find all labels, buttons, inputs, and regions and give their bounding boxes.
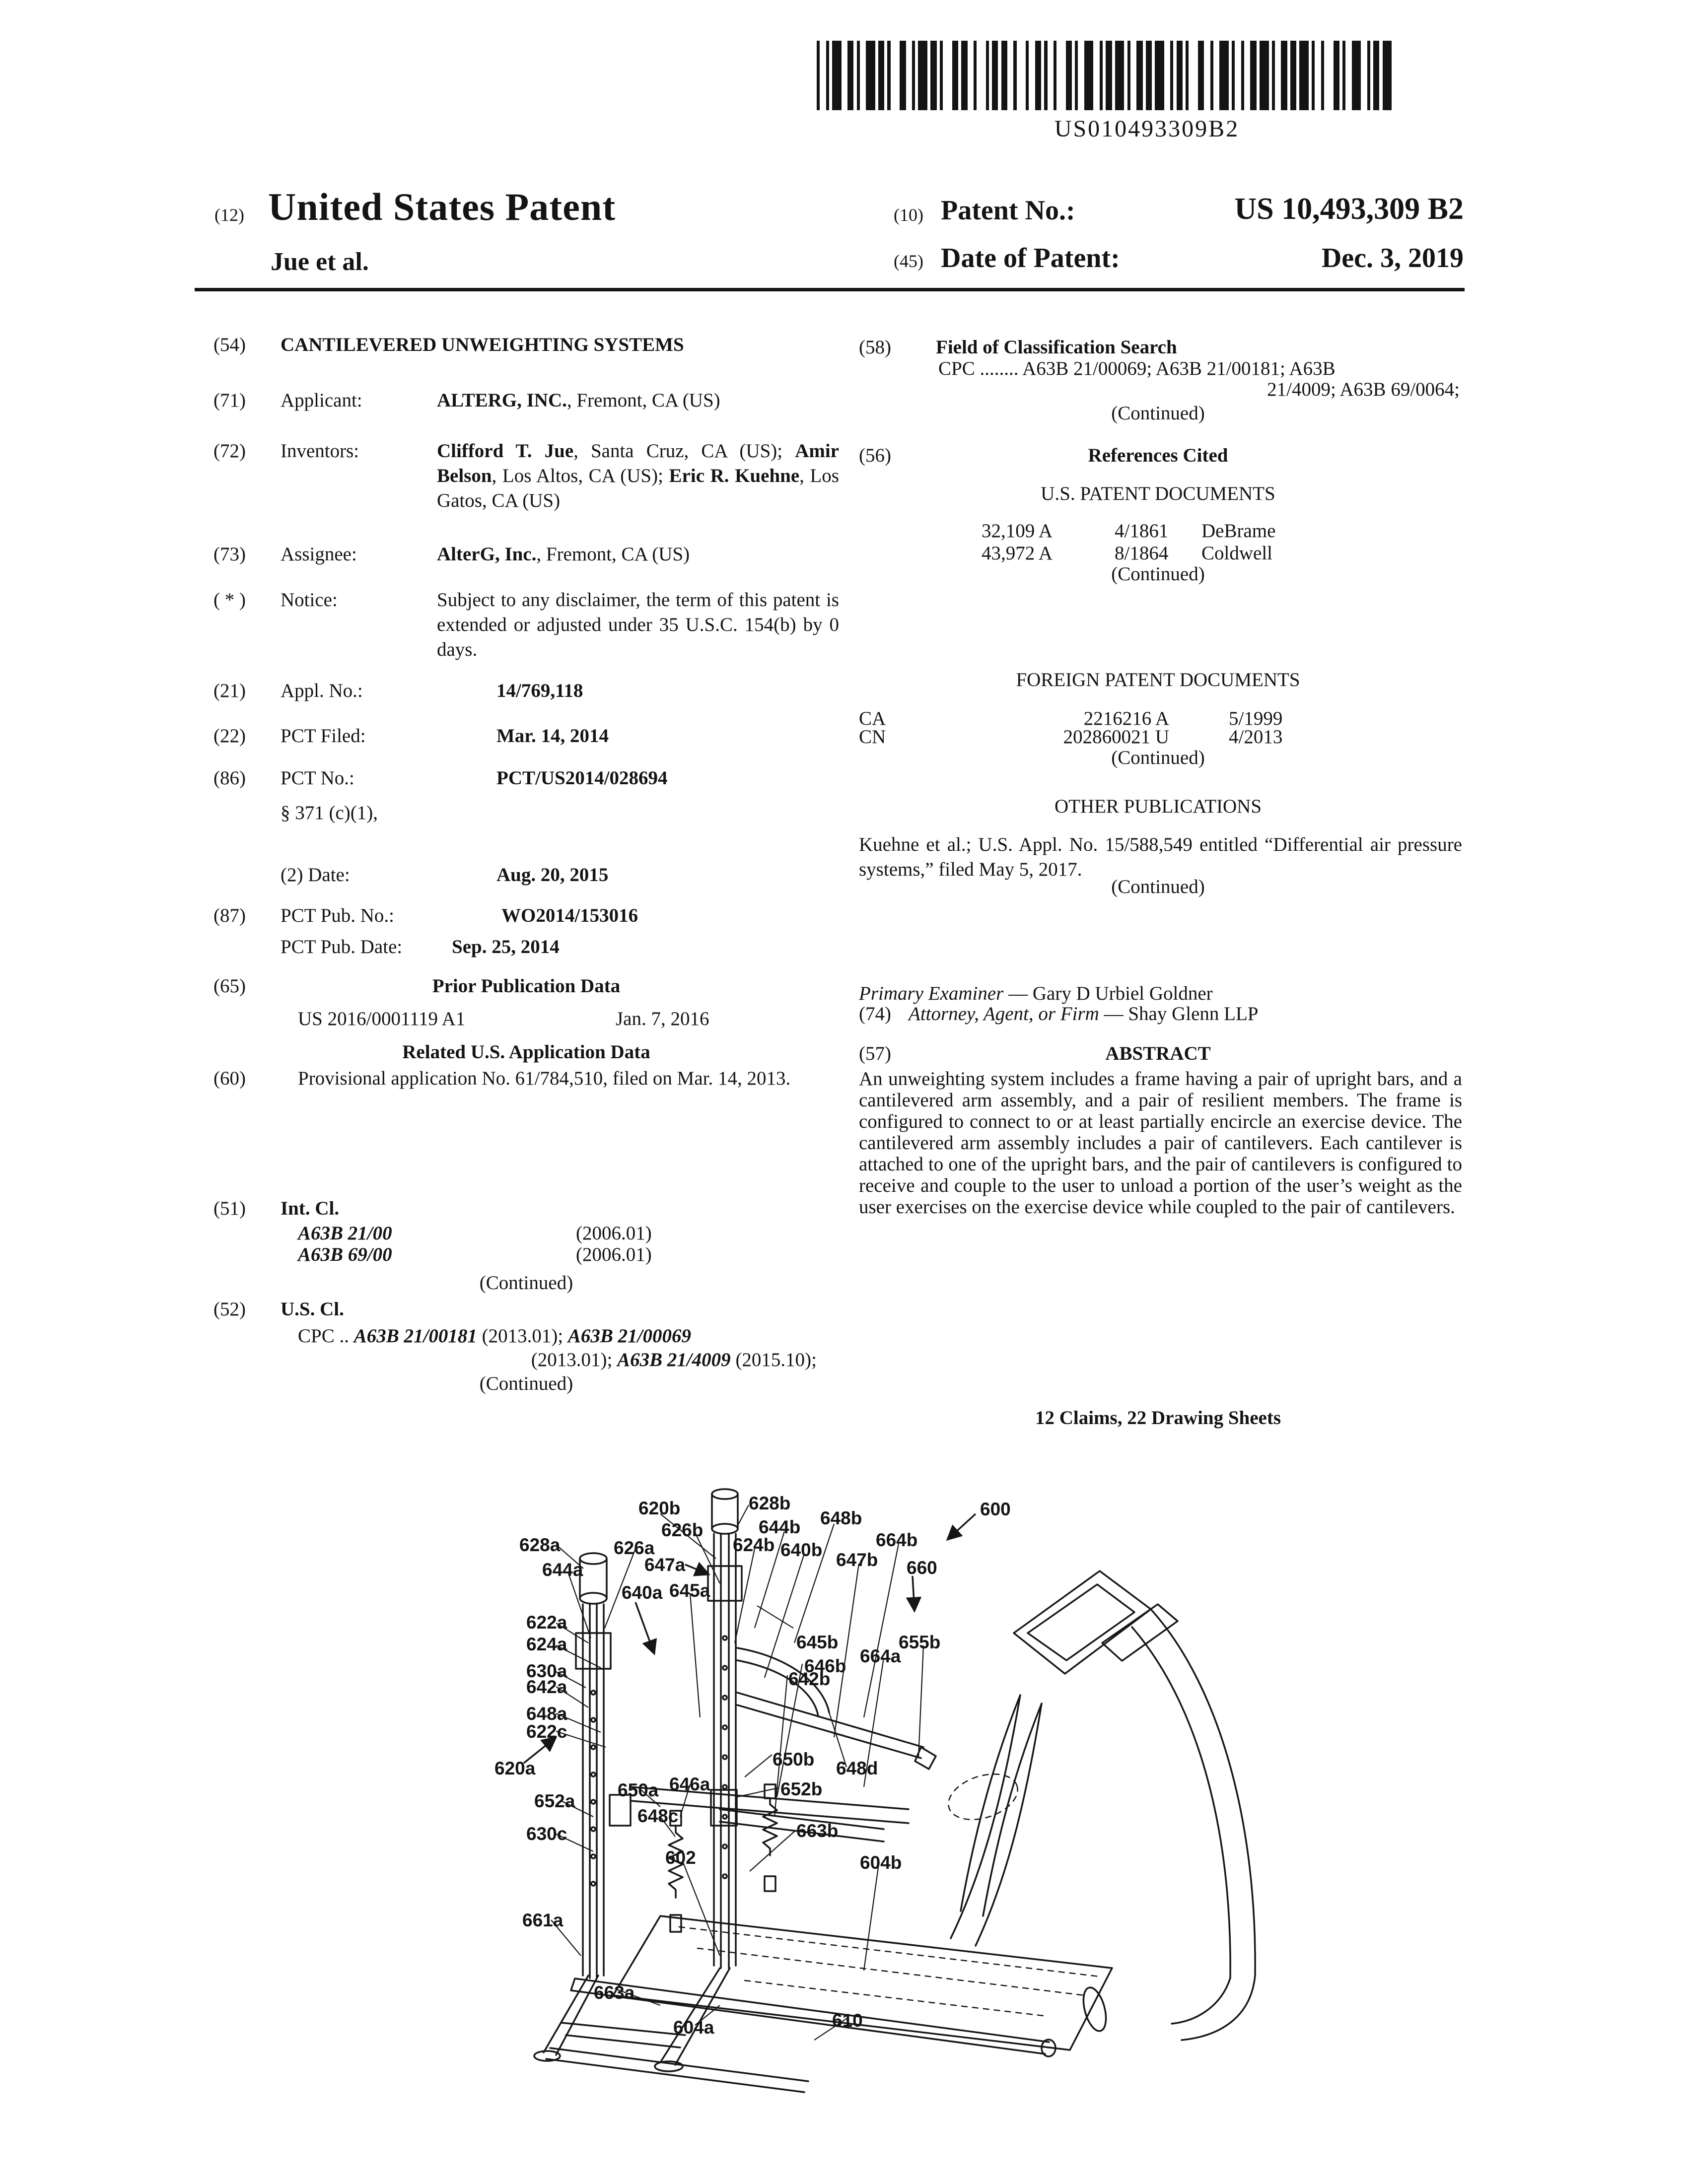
barcode-gap bbox=[1204, 41, 1210, 110]
figure-ref-label: 622a bbox=[526, 1612, 567, 1633]
figure-leader-line bbox=[918, 1645, 923, 1757]
figure-ref-label: 642b bbox=[788, 1669, 831, 1689]
barcode bbox=[817, 41, 1477, 110]
barcode-bar bbox=[1260, 41, 1269, 110]
figure-arrow bbox=[635, 1602, 654, 1654]
figure-arrow bbox=[947, 1514, 976, 1540]
text-segment: A63B 21/00069 bbox=[567, 1325, 692, 1347]
text-segment: (2013.01); bbox=[531, 1349, 618, 1370]
date-value: Dec. 3, 2019 bbox=[1321, 243, 1464, 273]
text-segment: CPC .. bbox=[298, 1325, 354, 1347]
other-publications-heading: OTHER PUBLICATIONS bbox=[1054, 796, 1262, 817]
figure-ref-label: 650b bbox=[773, 1749, 815, 1770]
barcode-bar bbox=[1035, 41, 1041, 110]
text-segment: Attorney, Agent, or Firm bbox=[909, 1003, 1099, 1024]
figure-ref-label: 645a bbox=[669, 1580, 710, 1601]
claims-drawing-sheets-line: 12 Claims, 22 Drawing Sheets bbox=[1035, 1407, 1281, 1429]
figure-ref-label: 646a bbox=[669, 1774, 710, 1794]
figure-ref-label: 664a bbox=[860, 1646, 901, 1666]
figure-ref-label: 647a bbox=[644, 1555, 686, 1575]
field-58-cpc2: 21/4009; A63B 69/0064; bbox=[1267, 379, 1460, 400]
text-segment: Amir Belson bbox=[437, 440, 839, 486]
figure-ref-label: 646b bbox=[804, 1656, 846, 1676]
barcode-bar bbox=[1219, 41, 1229, 110]
figure-leader-line bbox=[737, 1788, 778, 1797]
header-divider bbox=[195, 288, 1465, 291]
barcode-gap bbox=[943, 41, 952, 110]
text-segment: — Shay Glenn LLP bbox=[1099, 1003, 1259, 1024]
text-segment: Clifford T. Jue bbox=[437, 440, 574, 462]
barcode-bar bbox=[1299, 41, 1309, 110]
text-segment: — Gary D Urbiel Goldner bbox=[1003, 983, 1213, 1004]
barcode-bar bbox=[900, 41, 906, 110]
date-label: Date of Patent: bbox=[941, 243, 1120, 273]
field-52-cpc-line2 bbox=[213, 1348, 839, 1372]
figure-ref-label: 655b bbox=[899, 1632, 941, 1652]
figure-leader-line bbox=[750, 1831, 795, 1871]
figure-leader-lines bbox=[487, 1479, 1430, 2124]
barcode-gap bbox=[1017, 41, 1026, 110]
figure-ref-label: 600 bbox=[980, 1499, 1011, 1519]
figure-ref-label: 663b bbox=[796, 1821, 839, 1841]
field-notice: ( * ) Notice: Subject to any disclaimer, the term of this patent is extended or adjusted under 35 U.S.C. 154(b) by 0 days. bbox=[213, 589, 839, 660]
figure-ref-label: 610 bbox=[832, 2010, 863, 2031]
field-52-continued: (Continued) bbox=[479, 1373, 573, 1394]
text-segment: , Santa Cruz, CA (US); bbox=[573, 440, 795, 462]
barcode-bar bbox=[1155, 41, 1164, 110]
field-51-continued: (Continued) bbox=[479, 1272, 573, 1294]
barcode-gap bbox=[1130, 41, 1136, 110]
barcode-gap bbox=[1392, 41, 1395, 110]
barcode-gap bbox=[1078, 41, 1084, 110]
barcode-gap bbox=[1275, 41, 1281, 110]
foreign-references-continued: (Continued) bbox=[1111, 747, 1205, 768]
inventor-short-line: Jue et al. bbox=[271, 248, 369, 276]
barcode-bar bbox=[961, 41, 967, 110]
text-segment: Eric R. Kuehne bbox=[669, 465, 800, 486]
text-segment: A63B 21/00181 bbox=[353, 1325, 477, 1347]
barcode-gap bbox=[1345, 41, 1351, 110]
barcode-bar bbox=[1334, 41, 1339, 110]
barcode-gap bbox=[1048, 41, 1054, 110]
barcode-bar bbox=[952, 41, 958, 110]
figure-ref-label: 652a bbox=[534, 1791, 575, 1811]
figure-ref-label: 626a bbox=[614, 1538, 655, 1558]
barcode-bar bbox=[930, 41, 936, 110]
field-56-heading: (56) References Cited bbox=[859, 445, 1228, 466]
barcode-gap bbox=[1213, 41, 1219, 110]
barcode-bar bbox=[918, 41, 927, 110]
barcode-bar bbox=[1198, 41, 1204, 110]
figure-leader-line bbox=[757, 1606, 793, 1628]
figure-ref-label: 660 bbox=[907, 1558, 937, 1578]
barcode-gap bbox=[968, 41, 974, 110]
barcode-bar bbox=[832, 41, 842, 110]
figure-ref-label: 647b bbox=[836, 1550, 878, 1570]
barcode-gap bbox=[906, 41, 912, 110]
figure-ref-label: 604b bbox=[860, 1852, 902, 1873]
figure-ref-label: 661a bbox=[522, 1910, 563, 1930]
text-segment: Primary Examiner bbox=[859, 983, 1004, 1004]
field-58-continued: (Continued) bbox=[1111, 403, 1205, 424]
barcode-gap bbox=[891, 41, 900, 110]
foreign-patent-documents-heading: FOREIGN PATENT DOCUMENTS bbox=[1016, 669, 1300, 690]
figure-ref-label: 624a bbox=[526, 1634, 567, 1654]
barcode-gap bbox=[1056, 41, 1066, 110]
barcode-bar bbox=[847, 41, 853, 110]
barcode-gap bbox=[820, 41, 826, 110]
barcode-bar bbox=[1146, 41, 1152, 110]
barcode-bar bbox=[1281, 41, 1287, 110]
figure-ref-label: 624b bbox=[733, 1535, 775, 1555]
barcode-gap bbox=[1361, 41, 1367, 110]
right-column: (58) Field of Classification Search CPC ........ A63B 21/00069; A63B 21/00181; A63B 21/4009; A63B 69/0064; (Continued) (56) References Cited U.S. PATENT DOCUMENTS 32,109 A 4/1861 DeBrame 43,972 A 8/1864 Coldwell (Continued) FOREIGN PATENT DOCUMENTS CA 2216216 A 5/1999 CN 202860021 U 4/2013 (Continued) OTHER PUBLICATIONS Kuehne et al.; U.S. Appl. No. 15/588,549 entitled “Differential air pressure systems,” filed May 5, 2017. (Continued) Primary Examiner — Gary D Urbiel Goldner (74) Attorney, Agent, or Firm — Shay Glenn LLP (57) ABSTRACT An unweighting system includes a frame having a pair of upright bars, and a cantilevered arm assembly, and a pair of resilient members. The frame is configured to connect to or at least partially encircle an exercise device. The cantilevered arm assembly includes a pair of cantilevers. Each cantilever is attached to one of the upright bars, and the pair of cantilevers is configured to receive and couple to the user to unload a portion of the user’s weight as the user exercises on the exercise device while coupled to the pair of cantilevers. 12 Claims, 22 Drawing Sheets bbox=[846, 328, 1470, 1469]
figure-ref-label: 648b bbox=[820, 1508, 862, 1528]
text-segment: (2015.10); bbox=[730, 1349, 817, 1370]
barcode-text: US010493309B2 bbox=[1054, 116, 1240, 142]
figure-ref-label: 640b bbox=[780, 1540, 823, 1560]
barcode-bar bbox=[1106, 41, 1112, 110]
patent-figure bbox=[487, 1479, 1430, 2124]
barcode-bar bbox=[1115, 41, 1125, 110]
figure-ref-label: 602 bbox=[665, 1847, 696, 1868]
other-publications-text: Kuehne et al.; U.S. Appl. No. 15/588,549 entitled “Differential air pressure systems,” filed May 5, 2017. bbox=[859, 834, 1462, 880]
barcode-bar bbox=[1373, 41, 1379, 110]
barcode-bar bbox=[1352, 41, 1361, 110]
field-72-inventors: (72) Inventors: Clifford T. Jue, Santa Cruz, CA (US); Amir Belson, Los Altos, CA (US); Eric R. Kuehne, Los Gatos, CA (US) bbox=[213, 440, 839, 511]
figure-leader-line bbox=[568, 1573, 591, 1638]
abstract-text: An unweighting system includes a frame having a pair of upright bars, and a cantilevered arm assembly, and a pair of resilient members. The frame is configured to connect to or at least partially encircle an exercise device. The cantilevered arm assembly includes a pair of cantilevers. Each cantilever is attached to one of the upright bars, and the pair of cantilevers is configured to receive and couple to the user to unload a portion of the user’s weight as the user exercises on the exercise device while coupled to the pair of cantilevers. bbox=[859, 1068, 1462, 1218]
figure-ref-label: 628a bbox=[519, 1535, 561, 1555]
figure-ref-label: 648c bbox=[637, 1806, 679, 1826]
related-data-heading: Related U.S. Application Data bbox=[402, 1041, 650, 1063]
figure-ref-label: 648d bbox=[836, 1758, 878, 1778]
barcode-bar bbox=[992, 41, 998, 110]
figure-leader-line bbox=[690, 1593, 700, 1717]
figure-arrow bbox=[913, 1576, 914, 1611]
figure-ref-label: 630c bbox=[526, 1824, 567, 1844]
barcode-bar bbox=[1084, 41, 1094, 110]
us-references-continued: (Continued) bbox=[1111, 563, 1205, 585]
patent-no-label: Patent No.: bbox=[941, 195, 1075, 226]
text-segment: , Fremont, CA (US) bbox=[566, 390, 720, 411]
barcode-gap bbox=[1164, 41, 1170, 110]
text-segment: , Fremont, CA (US) bbox=[536, 544, 690, 565]
figure-ref-label: 644a bbox=[542, 1560, 583, 1580]
barcode-gap bbox=[860, 41, 866, 110]
barcode-gap bbox=[1007, 41, 1013, 110]
left-column: (54) CANTILEVERED UNWEIGHTING SYSTEMS (71) Applicant: ALTERG, INC., Fremont, CA (US) (72) Inventors: Clifford T. Jue, Santa Cruz, CA (US); Amir Belson, Los Altos, CA (US); Eric R. Kuehne, Los Gatos, CA (US) (73) Assignee: AlterG, Inc., Fremont, CA (US) ( * ) Notice: Subject to any disclaimer, the term of this patent is extended or adjusted under 35 U.S.C. 154(b) by 0 days. (21) Appl. No.: 14/769,118 (22) PCT Filed: Mar. 14, 2014 (86) PCT No.: PCT/US2014/028694 § 371 (c)(1), (2) Date: Aug. 20, 2015 (87) PCT Pub. No.: WO2014/153016 PCT Pub. Date: Sep. 25, 2014 (65) Prior Publication Data US 2016/0001119 A1 Jan. 7, 2016 Related U.S. Application Data (60) Provisional application No. 61/784,510, filed on Mar. 14, 2013. (51) Int. Cl. A63B 21/00 (2006.01) A63B 69/00 (2006.01) (Continued) (52) U.S. Cl. CPC .. A63B 21/00181 (2013.01); A63B 21/00069 (2013.01); A63B 21/4009 (2015.10); (Continued) bbox=[213, 328, 839, 1469]
figure-ref-label: 644b bbox=[759, 1517, 801, 1537]
field-71-applicant: (71) Applicant: ALTERG, INC., Fremont, CA (US) bbox=[213, 390, 720, 411]
figure-leader-line bbox=[864, 1864, 879, 1971]
text-segment: A63B 21/4009 bbox=[617, 1349, 731, 1370]
figure-leader-line bbox=[735, 1549, 755, 1643]
barcode-bar bbox=[1250, 41, 1256, 110]
kind-code-prefix: (12) bbox=[214, 205, 244, 225]
text-segment: AlterG, Inc. bbox=[437, 544, 537, 565]
figure-ref-label: 645b bbox=[796, 1632, 839, 1652]
patent-no-value: US 10,493,309 B2 bbox=[1234, 192, 1464, 226]
barcode-bar bbox=[1136, 41, 1142, 110]
barcode-gap bbox=[1235, 41, 1241, 110]
figure-leader-line bbox=[745, 1755, 772, 1777]
barcode-gap bbox=[1093, 41, 1099, 110]
barcode-gap bbox=[1189, 41, 1198, 110]
text-segment: , Los Gatos, CA (US) bbox=[437, 465, 839, 511]
field-65-heading: (65) Prior Publication Data bbox=[213, 975, 621, 997]
barcode-bar bbox=[1066, 41, 1072, 110]
barcode-bar bbox=[1290, 41, 1296, 110]
barcode-gap bbox=[1244, 41, 1250, 110]
figure-leader-line bbox=[737, 1505, 749, 1526]
us-patent-documents-heading: U.S. PATENT DOCUMENTS bbox=[1041, 483, 1275, 504]
field-60-provisional: (60) Provisional application No. 61/784,510, filed on Mar. 14, 2013. bbox=[213, 1068, 791, 1089]
figure-leader-line bbox=[683, 1861, 720, 1956]
barcode-gap bbox=[1315, 41, 1321, 110]
other-publications-continued: (Continued) bbox=[1111, 876, 1205, 897]
barcode-bar bbox=[1177, 41, 1183, 110]
text-segment: , Los Altos, CA (US); bbox=[492, 465, 669, 486]
barcode-gap bbox=[1324, 41, 1334, 110]
figure-ref-label: 628b bbox=[749, 1493, 791, 1513]
figure-ref-label: 640a bbox=[622, 1582, 663, 1603]
figure-ref-label: 663a bbox=[594, 1982, 635, 2003]
barcode-bar bbox=[878, 41, 884, 110]
barcode-gap bbox=[977, 41, 986, 110]
document-title: United States Patent bbox=[268, 185, 616, 228]
barcode-bar bbox=[1001, 41, 1007, 110]
barcode-bar bbox=[1383, 41, 1392, 110]
date-prefix: (45) bbox=[894, 251, 923, 271]
figure-ref-label: 620a bbox=[494, 1758, 536, 1778]
patent-no-prefix: (10) bbox=[894, 205, 923, 225]
barcode-gap bbox=[842, 41, 847, 110]
figure-leader-line bbox=[765, 1554, 804, 1678]
figure-ref-label: 664b bbox=[876, 1530, 918, 1550]
text-segment: ALTERG, INC. bbox=[437, 390, 567, 411]
figure-ref-label: 650a bbox=[618, 1780, 659, 1800]
barcode-gap bbox=[1029, 41, 1035, 110]
field-73-assignee: (73) Assignee: AlterG, Inc., Fremont, CA (US) bbox=[213, 544, 690, 565]
figure-ref-label: 626b bbox=[661, 1520, 703, 1540]
figure-ref-label: 642a bbox=[526, 1677, 567, 1697]
figure-ref-label: 622c bbox=[526, 1721, 567, 1742]
figure-ref-label: 652b bbox=[780, 1779, 823, 1799]
figure-arrow bbox=[685, 1565, 709, 1574]
figure-ref-label: 648a bbox=[526, 1704, 567, 1724]
figure-ref-label: 604a bbox=[673, 2017, 714, 2038]
text-segment: (2013.01); bbox=[477, 1325, 568, 1347]
barcode-bar bbox=[866, 41, 875, 110]
figure-ref-label: 620b bbox=[638, 1498, 681, 1518]
figure-ref-label: 630a bbox=[526, 1661, 567, 1681]
field-57-abstract-heading: (57) ABSTRACT bbox=[859, 1043, 1211, 1064]
